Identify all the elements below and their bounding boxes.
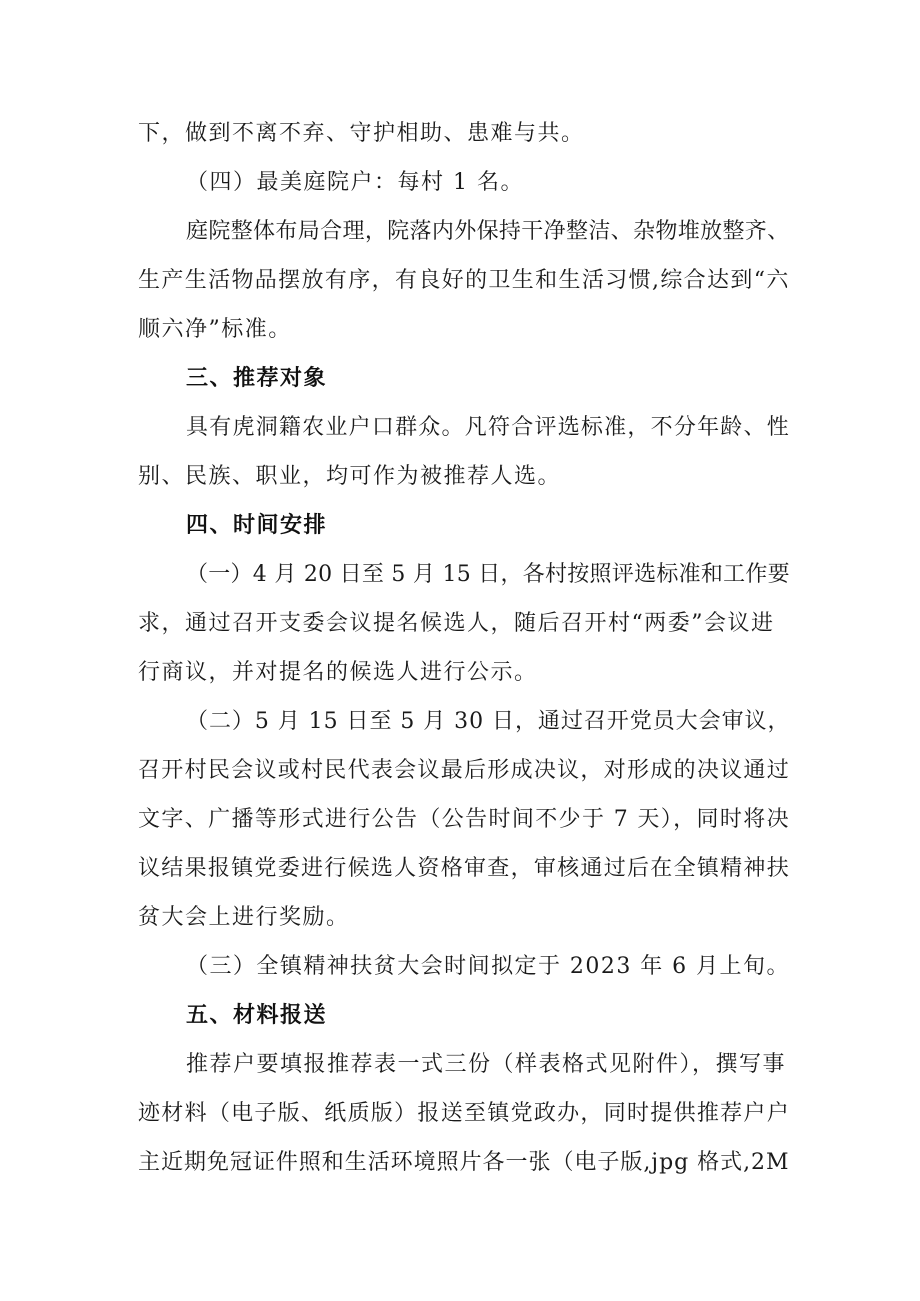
body-text-line: 求，通过召开支委会议提名候选人，随后召开村“两委”会议进: [138, 611, 775, 636]
body-text-line: 迹材料（电子版、纸质版）报送至镇党政办，同时提供推荐户户: [138, 1101, 791, 1126]
body-text-line: 庭院整体布局合理，院落内外保持干净整洁、杂物堆放整齐、: [186, 219, 790, 244]
body-text-line: 推荐户要填报推荐表一式三份（样表格式见附件），撰写事: [186, 1052, 787, 1077]
section-heading-materials: 五、材料报送: [186, 1003, 328, 1028]
body-text-line: 议结果报镇党委进行候选人资格审查，审核通过后在全镇精神扶: [138, 856, 791, 881]
body-text-line: （三）全镇精神扶贫大会时间拟定于 2023 年 6 月上旬。: [186, 954, 790, 979]
body-text-line: 生产生活物品摆放有序，有良好的卫生和生活习惯,综合达到“六: [138, 268, 790, 293]
body-text-line: 文字、广播等形式进行公告（公告时间不少于 7 天），同时将决: [138, 807, 790, 832]
section-heading-recommend-targets: 三、推荐对象: [186, 366, 328, 391]
body-text-line: （二）5 月 15 日至 5 月 30 日，通过召开党员大会审议，: [186, 709, 791, 734]
body-text-line: 下，做到不离不弃、守护相助、患难与共。: [138, 121, 585, 146]
body-text-line: 主近期免冠证件照和生活环境照片各一张（电子版,jpg 格式,2M: [138, 1150, 790, 1175]
item-four-title: （四）最美庭院户：每村 1 名。: [186, 170, 524, 195]
body-text-line: 具有虎洞籍农业户口群众。凡符合评选标准，不分年龄、性: [186, 415, 791, 440]
body-text-line: 别、民族、职业，均可作为被推荐人选。: [138, 464, 562, 489]
body-text-line: 贫大会上进行奖励。: [138, 905, 350, 930]
body-text-line: 行商议，并对提名的候选人进行公示。: [138, 660, 538, 685]
section-heading-schedule: 四、时间安排: [186, 513, 328, 538]
body-text-line: 召开村民会议或村民代表会议最后形成决议，对形成的决议通过: [138, 758, 791, 783]
body-text-line: 顺六净”标准。: [138, 317, 292, 342]
body-text-line: （一）4 月 20 日至 5 月 15 日，各村按照评选标准和工作要: [186, 562, 790, 587]
